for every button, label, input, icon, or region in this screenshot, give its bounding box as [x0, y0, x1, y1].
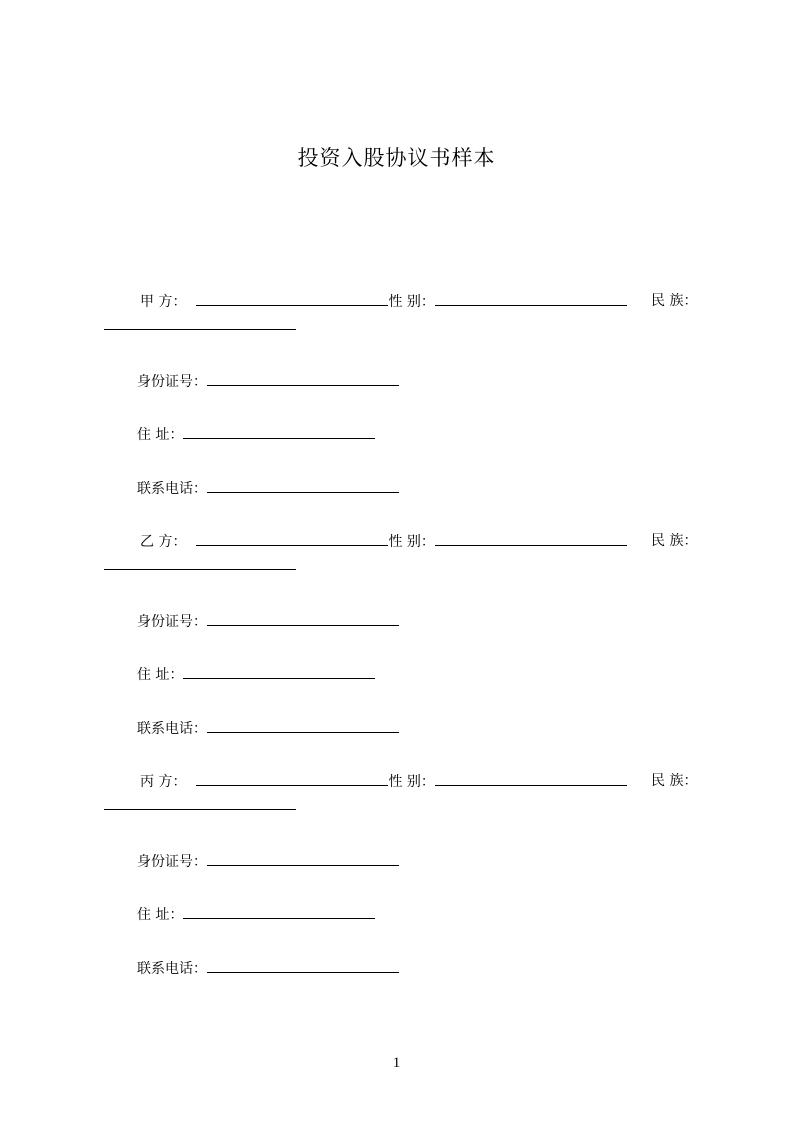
party-b-gender-blank[interactable] [435, 531, 627, 546]
party-c-ethnicity-label: 民 族： [651, 773, 698, 789]
party-a-phone-row [137, 478, 399, 499]
party-a-id-label: 身份证号： [137, 374, 207, 390]
party-c-id-label: 身份证号： [137, 854, 207, 870]
document-title: 投资入股协议书样本 [297, 146, 496, 170]
party-b-id-blank[interactable] [207, 611, 399, 626]
party-a-name-row [140, 291, 627, 312]
party-b-phone-blank[interactable] [207, 718, 399, 733]
party-a-name-blank[interactable] [196, 291, 388, 306]
party-b-id-label: 身份证号： [137, 614, 207, 630]
party-a-address-blank[interactable] [183, 424, 375, 439]
party-c-id-row [137, 851, 399, 872]
party-b-phone-row [137, 718, 399, 739]
page-number: 1 [392, 1055, 401, 1071]
party-a-address-label: 住 址： [137, 427, 184, 443]
party-a-label: 甲 方： [140, 294, 187, 310]
party-b-ethnicity-label: 民 族： [651, 533, 698, 549]
party-c-gender-label: 性 别： [388, 774, 435, 790]
party-c-phone-label: 联系电话： [137, 961, 207, 977]
party-c-id-blank[interactable] [207, 851, 399, 866]
party-a-id-blank[interactable] [207, 371, 399, 386]
party-b-address-blank[interactable] [183, 664, 375, 679]
party-c-address-label: 住 址： [137, 907, 184, 923]
party-a-address-row [137, 424, 375, 445]
party-a-gender-blank[interactable] [435, 291, 627, 306]
party-a-id-row [137, 371, 399, 392]
party-a-ethnicity-label: 民 族： [651, 293, 698, 309]
party-a-gender-label: 性 别： [388, 294, 435, 310]
party-c-phone-blank[interactable] [207, 958, 399, 973]
party-b-phone-label: 联系电话： [137, 721, 207, 737]
party-b-ethnicity-blank[interactable] [104, 555, 296, 570]
party-c-ethnicity-blank[interactable] [104, 795, 296, 810]
party-a-phone-label: 联系电话： [137, 481, 207, 497]
party-b-id-row [137, 611, 399, 632]
party-c-name-row [140, 771, 627, 792]
party-b-address-row [137, 664, 375, 685]
party-c-name-blank[interactable] [196, 771, 388, 786]
party-b-address-label: 住 址： [137, 667, 184, 683]
party-c-phone-row [137, 958, 399, 979]
party-b-name-blank[interactable] [196, 531, 388, 546]
party-b-label: 乙 方： [140, 534, 187, 550]
party-c-gender-blank[interactable] [435, 771, 627, 786]
party-b-name-row [140, 531, 627, 552]
party-c-label: 丙 方： [140, 774, 187, 790]
party-b-gender-label: 性 别： [388, 534, 435, 550]
party-a-ethnicity-blank[interactable] [104, 315, 296, 330]
party-a-phone-blank[interactable] [207, 478, 399, 493]
party-c-address-blank[interactable] [183, 904, 375, 919]
party-c-address-row [137, 904, 375, 925]
